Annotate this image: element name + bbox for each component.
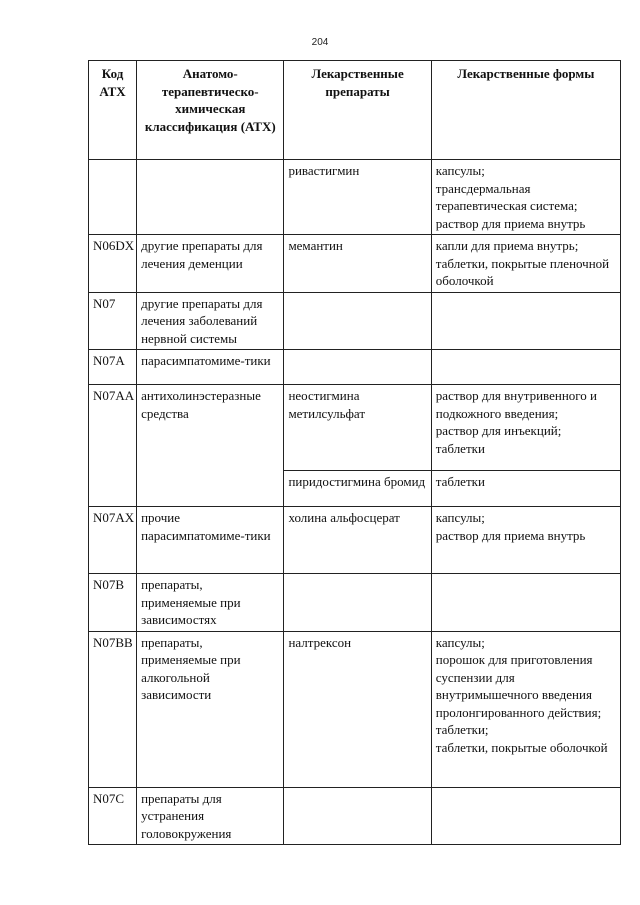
cell-classification: другие препараты для лечения деменции bbox=[137, 235, 284, 293]
cell-drug: ривастигмин bbox=[284, 160, 431, 235]
form-item: таблетки, покрытые оболочкой bbox=[435, 739, 608, 755]
header-classification: Анатомо-терапевтическо-химическая классификация (АТХ) bbox=[137, 61, 284, 160]
header-drugs: Лекарственные препараты bbox=[284, 61, 431, 160]
form-item: порошок для приготовления суспензии для внутримышечного введения пролонгированного действия; bbox=[435, 652, 602, 720]
header-code: Код АТХ bbox=[89, 61, 137, 160]
form-item: капсулы; bbox=[435, 510, 485, 525]
cell-forms bbox=[431, 574, 620, 632]
page-number: 204 bbox=[311, 37, 329, 48]
table-header-row bbox=[89, 61, 621, 160]
cell-classification: антихолинэстеразные средства bbox=[137, 385, 284, 507]
form-item: раствор для внутривенного и подкожного введения; bbox=[435, 388, 598, 421]
cell-classification: прочие парасимпатомиме-тики bbox=[137, 507, 284, 574]
cell-classification: препараты, применяемые при алкогольной зависимости bbox=[137, 631, 284, 787]
table-row bbox=[89, 235, 621, 293]
cell-classification: препараты для устранения головокружения bbox=[137, 787, 284, 845]
form-item: раствор для приема внутрь bbox=[435, 527, 586, 543]
form-item: раствор для инъекций; bbox=[435, 423, 562, 438]
cell-forms bbox=[431, 631, 620, 787]
cell-drug bbox=[284, 292, 431, 350]
table-row bbox=[89, 507, 621, 574]
form-item: трансдермальная терапевтическая система; bbox=[435, 180, 578, 213]
cell-drug bbox=[284, 574, 431, 632]
table-row bbox=[89, 292, 621, 350]
form-item: раствор для приема внутрь bbox=[435, 215, 586, 231]
form-item: таблетки; bbox=[435, 722, 489, 737]
cell-code: N07AX bbox=[89, 507, 137, 574]
cell-forms bbox=[431, 292, 620, 350]
cell-drug: налтрексон bbox=[284, 631, 431, 787]
cell-drug: холина альфосцерат bbox=[284, 507, 431, 574]
cell-code: N07 bbox=[89, 292, 137, 350]
table-row bbox=[89, 385, 621, 471]
cell-forms bbox=[431, 235, 620, 293]
cell-code: N07C bbox=[89, 787, 137, 845]
cell-forms bbox=[431, 507, 620, 574]
cell-classification: другие препараты для лечения заболеваний нервной системы bbox=[137, 292, 284, 350]
cell-forms bbox=[431, 471, 620, 507]
cell-code: N07BB bbox=[89, 631, 137, 787]
table-row bbox=[89, 574, 621, 632]
cell-forms bbox=[431, 350, 620, 385]
form-item: капсулы; bbox=[435, 163, 485, 178]
cell-code: N06DX bbox=[89, 235, 137, 293]
table-row bbox=[89, 631, 621, 787]
cell-code: N07AA bbox=[89, 385, 137, 507]
form-item: таблетки bbox=[435, 440, 485, 456]
cell-classification: препараты, применяемые при зависимостях bbox=[137, 574, 284, 632]
form-item: капсулы; bbox=[435, 634, 485, 650]
cell-classification: парасимпатомиме-тики bbox=[137, 350, 284, 385]
cell-code: N07A bbox=[89, 350, 137, 385]
table-row bbox=[89, 160, 621, 235]
cell-drug bbox=[284, 787, 431, 845]
cell-code: N07B bbox=[89, 574, 137, 632]
cell-forms bbox=[431, 160, 620, 235]
form-item: капли для приема внутрь; bbox=[435, 238, 579, 253]
atx-table bbox=[88, 60, 621, 845]
cell-drug: неостигмина метилсульфат bbox=[284, 385, 431, 471]
header-forms: Лекарственные формы bbox=[431, 61, 620, 160]
table-row bbox=[89, 787, 621, 845]
cell-classification bbox=[137, 160, 284, 235]
cell-forms bbox=[431, 385, 620, 471]
form-item: таблетки, покрытые пленочной оболочкой bbox=[435, 255, 610, 288]
cell-drug bbox=[284, 350, 431, 385]
cell-drug: мемантин bbox=[284, 235, 431, 293]
form-item: таблетки bbox=[435, 474, 485, 489]
cell-code bbox=[89, 160, 137, 235]
table-row bbox=[89, 350, 621, 385]
cell-forms bbox=[431, 787, 620, 845]
cell-drug: пиридостигмина бромид bbox=[284, 471, 431, 507]
